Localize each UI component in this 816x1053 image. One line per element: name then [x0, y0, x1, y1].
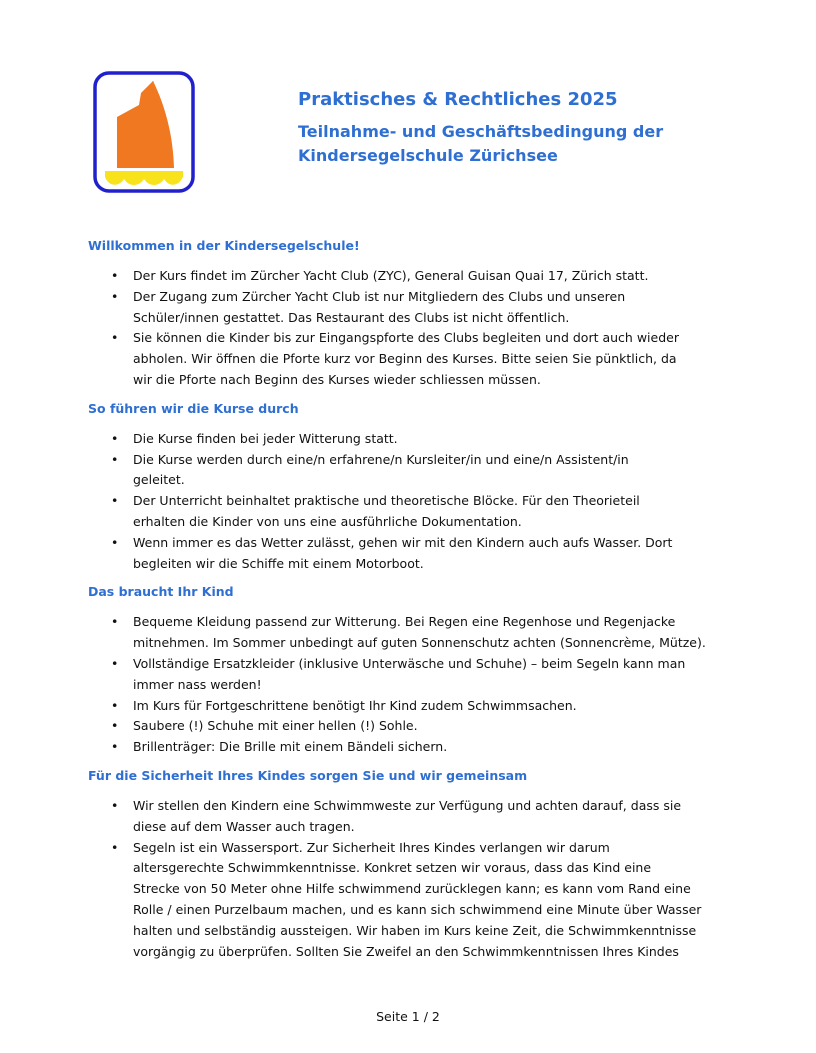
- bullet-item: [88, 737, 728, 758]
- page-number: Seite 1 / 2: [376, 1009, 440, 1024]
- bullet-item: [88, 429, 728, 450]
- bullet-line: Rolle / einen Purzelbaum machen, und es kann sich schwimmend eine Minute über Wasser: [133, 901, 702, 917]
- sailboat-logo-icon: [93, 71, 195, 193]
- bullet-line: • Bequeme Kleidung passend zur Witterung. Bei Regen eine Regenhose und Regenjacke: [133, 614, 676, 630]
- page-title: Praktisches & Rechtliches 2025: [298, 89, 618, 110]
- bullet-line: mitnehmen. Im Sommer unbedingt auf guten Sonnenschutz achten (Sonnencrème, Mütze).: [133, 635, 706, 651]
- bullet-line: • Segeln ist ein Wassersport. Zur Sicherheit Ihres Kindes verlangen wir darum: [133, 839, 610, 855]
- bullet-item: [88, 287, 728, 329]
- section-heading-courses: So führen wir die Kurse durch: [88, 400, 299, 416]
- bullet-line: erhalten die Kinder von uns eine ausführliche Dokumentation.: [133, 513, 522, 529]
- bullet-line: abholen. Wir öffnen die Pforte kurz vor Beginn des Kurses. Bitte seien Sie pünktlich, da: [133, 351, 677, 367]
- bullet-list-needs: [88, 612, 728, 758]
- section-heading-safety: Für die Sicherheit Ihres Kindes sorgen Sie und wir gemeinsam: [88, 767, 528, 783]
- bullet-item: [88, 450, 728, 492]
- bullet-line: begleiten wir die Schiffe mit einem Motorboot.: [133, 555, 424, 571]
- bullet-item: [88, 796, 728, 838]
- bullet-line: • Der Kurs findet im Zürcher Yacht Club (ZYC), General Guisan Quai 17, Zürich statt.: [133, 268, 649, 283]
- section-heading-welcome: Willkommen in der Kindersegelschule!: [88, 238, 360, 253]
- bullet-item: [88, 696, 728, 717]
- bullet-line: Schüler/innen gestattet. Das Restaurant des Clubs ist nicht öffentlich.: [133, 309, 570, 325]
- bullet-item: [88, 612, 728, 654]
- bullet-item: [88, 716, 728, 737]
- bullet-line: • Die Kurse werden durch eine/n erfahrene/n Kursleiter/in und eine/n Assistent/in: [133, 451, 629, 467]
- bullet-item: [88, 838, 728, 963]
- document-body: [88, 236, 728, 970]
- bullet-line: • Der Zugang zum Zürcher Yacht Club ist nur Mitgliedern des Clubs und unseren: [133, 288, 626, 304]
- bullet-line: • Sie können die Kinder bis zur Eingangspforte des Clubs begleiten und dort auch wieder: [133, 330, 679, 346]
- bullet-line: • Die Kurse finden bei jeder Witterung statt.: [133, 430, 398, 446]
- bullet-line: • Im Kurs für Fortgeschrittene benötigt Ihr Kind zudem Schwimmsachen.: [133, 697, 577, 713]
- bullet-line: altersgerechte Schwimmkenntnisse. Konkret setzen wir voraus, dass das Kind eine: [133, 860, 652, 876]
- bullet-item: [88, 654, 728, 696]
- bullet-line: • Wenn immer es das Wetter zulässt, gehen wir mit den Kindern auch aufs Wasser. Dort: [133, 534, 673, 550]
- bullet-list-safety: [88, 796, 728, 962]
- subtitle-line: Teilnahme- und Geschäftsbedingung der: [298, 122, 664, 141]
- bullet-item: [88, 533, 728, 575]
- bullet-line: halten und selbständig aussteigen. Wir haben im Kurs keine Zeit, die Schwimmkenntnisse: [133, 922, 697, 938]
- bullet-list-courses: [88, 429, 728, 575]
- bullet-line: • Der Unterricht beinhaltet praktische und theoretische Blöcke. Für den Theorieteil: [133, 493, 640, 509]
- title-block: [298, 89, 798, 168]
- bullet-item: [88, 491, 728, 533]
- subtitle-line: Kindersegelschule Zürichsee: [298, 146, 558, 165]
- section-heading-needs: Das braucht Ihr Kind: [88, 584, 234, 600]
- bullet-line: immer nass werden!: [133, 676, 262, 692]
- bullet-item: [88, 266, 728, 287]
- bullet-line: • Wir stellen den Kindern eine Schwimmweste zur Verfügung und achten darauf, dass sie: [133, 797, 682, 813]
- bullet-line: Strecke von 50 Meter ohne Hilfe schwimmend zurücklegen kann; es kann vom Rand eine: [133, 881, 691, 897]
- page-subtitle: [298, 120, 798, 168]
- bullet-line: wir die Pforte nach Beginn des Kurses wieder schliessen müssen.: [133, 371, 541, 387]
- bullet-line: geleitet.: [133, 472, 185, 488]
- bullet-line: • Vollständige Ersatzkleider (inklusive Unterwäsche und Schuhe) – beim Segeln kann man: [133, 655, 686, 671]
- bullet-line: • Brillenträger: Die Brille mit einem Bändeli sichern.: [133, 739, 448, 755]
- bullet-line: • Saubere (!) Schuhe mit einer hellen (!) Sohle.: [133, 718, 418, 734]
- bullet-list-welcome: [88, 266, 728, 391]
- bullet-line: diese auf dem Wasser auch tragen.: [133, 818, 355, 834]
- bullet-item: [88, 328, 728, 390]
- bullet-line: vorgängig zu überprüfen. Sollten Sie Zweifel an den Schwimmkenntnissen Ihres Kindes: [133, 943, 679, 959]
